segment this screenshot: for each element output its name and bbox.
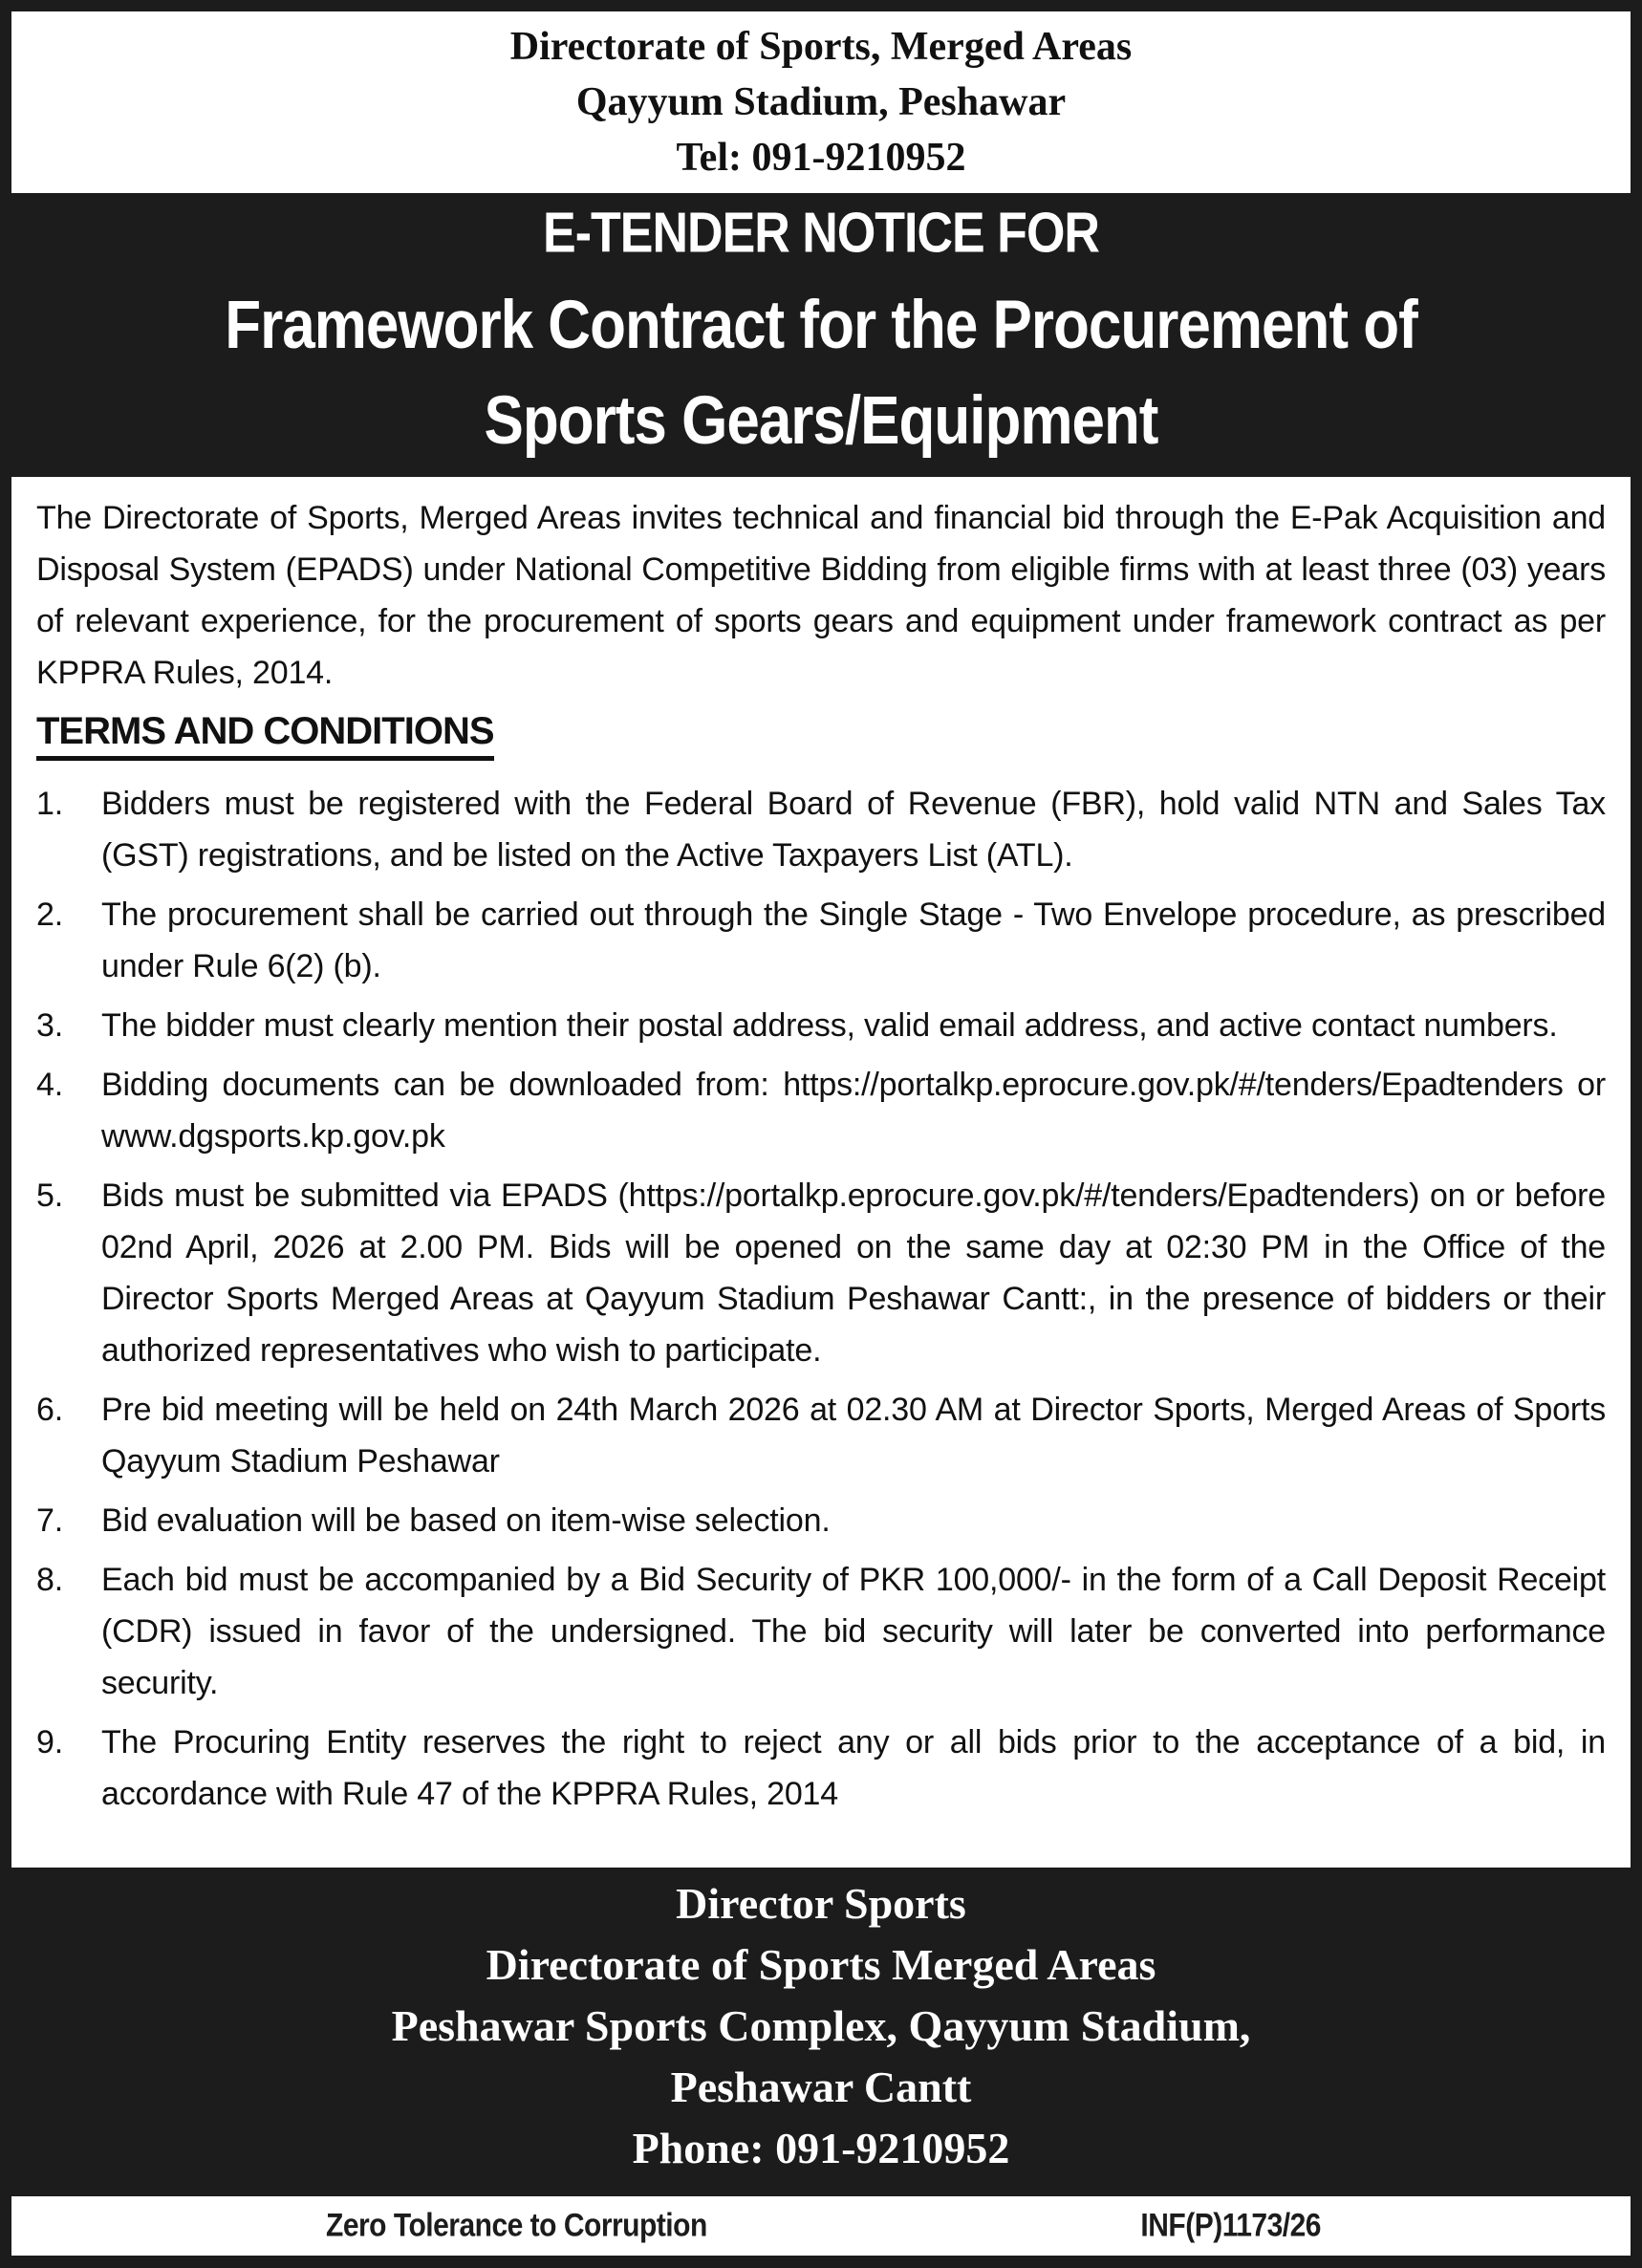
term-text: Bidding documents can be downloaded from: https://portalkp.eprocure.gov.pk/#/tenders/Epadtenders or www.dgsports.kp.gov.pk (101, 1067, 1606, 1155)
intro-paragraph: The Directorate of Sports, Merged Areas invites technical and financial bid through the E-Pak Acquisition and Disposal System (EPADS) under National Competitive Bidding from eligible firms with at least three (03) years of relevant experience, for the procurement of sports gears and equipment under framework contract as per KPPRA Rules, 2014. (36, 500, 1606, 691)
notice-subtitle-line-1 (225, 286, 1416, 381)
term-item (36, 1000, 1606, 1051)
term-item (36, 889, 1606, 992)
signatory-address-2: Peshawar Cantt (670, 2063, 972, 2111)
notice-title-line (543, 193, 1099, 286)
term-number: 1. (36, 786, 63, 822)
term-number: 6. (36, 1392, 63, 1428)
notice-title: E-TENDER NOTICE FOR (543, 201, 1099, 266)
signatory-phone: Phone: 091-9210952 (632, 2124, 1010, 2172)
term-item (36, 1495, 1606, 1546)
term-number: 7. (36, 1502, 63, 1539)
term-number: 9. (36, 1724, 63, 1760)
letterhead (11, 11, 1631, 193)
letterhead-address: Qayyum Stadium, Peshawar (575, 80, 1067, 124)
signatory-org: Directorate of Sports Merged Areas (486, 1940, 1156, 1989)
notice-subtitle-line-2 (485, 381, 1158, 477)
term-text: The procurement shall be carried out through the Single Stage - Two Envelope procedure, as prescribed under Rule 6(2) (b). (101, 896, 1606, 984)
signature-block (11, 1868, 1631, 2196)
terms-heading-row (36, 710, 1606, 761)
slogan-text: Zero Tolerance to Corruption (326, 2207, 707, 2244)
term-text: Bidders must be registered with the Federal Board of Revenue (FBR), hold valid NTN and Sales Tax (GST) registrations, and be listed on the Active Taxpayers List (ATL). (101, 786, 1606, 874)
term-number: 4. (36, 1067, 63, 1103)
term-item (36, 1554, 1606, 1709)
term-number: 2. (36, 896, 63, 933)
terms-heading: TERMS AND CONDITIONS (36, 710, 494, 761)
term-item (36, 1170, 1606, 1376)
term-item (36, 778, 1606, 881)
signatory-address-1: Peshawar Sports Complex, Qayyum Stadium, (391, 2001, 1251, 2050)
term-text: Each bid must be accompanied by a Bid Security of PKR 100,000/- in the form of a Call Deposit Receipt (CDR) issued in favor of the undersigned. The bid security will later be converted into performance security. (101, 1562, 1606, 1701)
letterhead-phone: Tel: 091-9210952 (676, 136, 966, 180)
term-number: 8. (36, 1562, 63, 1598)
terms-list (36, 778, 1606, 1820)
term-item (36, 1717, 1606, 1820)
signatory-title: Director Sports (676, 1879, 966, 1928)
ad-reference-code: INF(P)1173/26 (1140, 2207, 1321, 2244)
term-text: The bidder must clearly mention their postal address, valid email address, and active contact numbers. (101, 1007, 1558, 1044)
title-band (11, 193, 1631, 477)
term-number: 3. (36, 1007, 63, 1044)
term-text: Bid evaluation will be based on item-wise selection. (101, 1502, 831, 1539)
term-text: Pre bid meeting will be held on 24th March 2026 at 02.30 AM at Director Sports, Merged Areas of Sports Qayyum Stadium Peshawar (101, 1392, 1606, 1480)
term-item (36, 1059, 1606, 1162)
notice-subtitle-2: Sports Gears/Equipment (484, 382, 1158, 460)
term-text: The Procuring Entity reserves the right to reject any or all bids prior to the acceptance of a bid, in accordance with Rule 47 of the KPPRA Rules, 2014 (101, 1724, 1606, 1812)
term-item (36, 1384, 1606, 1487)
notice-subtitle-1: Framework Contract for the Procurement of (225, 287, 1417, 364)
footer-strip (11, 2196, 1631, 2256)
letterhead-org: Directorate of Sports, Merged Areas (509, 25, 1133, 69)
term-text: Bids must be submitted via EPADS (https://portalkp.eprocure.gov.pk/#/tenders/Epadtenders) on or before 02nd April, 2026 at 2.00 PM. Bids will be opened on the same day at 02:30 PM in the Office of the Director Sports Merged Areas at Qayyum Stadium Peshawar Cantt:, in the presence of bidders or their authorized representatives who wish to participate. (101, 1177, 1606, 1369)
notice-body (11, 477, 1631, 1868)
term-number: 5. (36, 1177, 63, 1214)
